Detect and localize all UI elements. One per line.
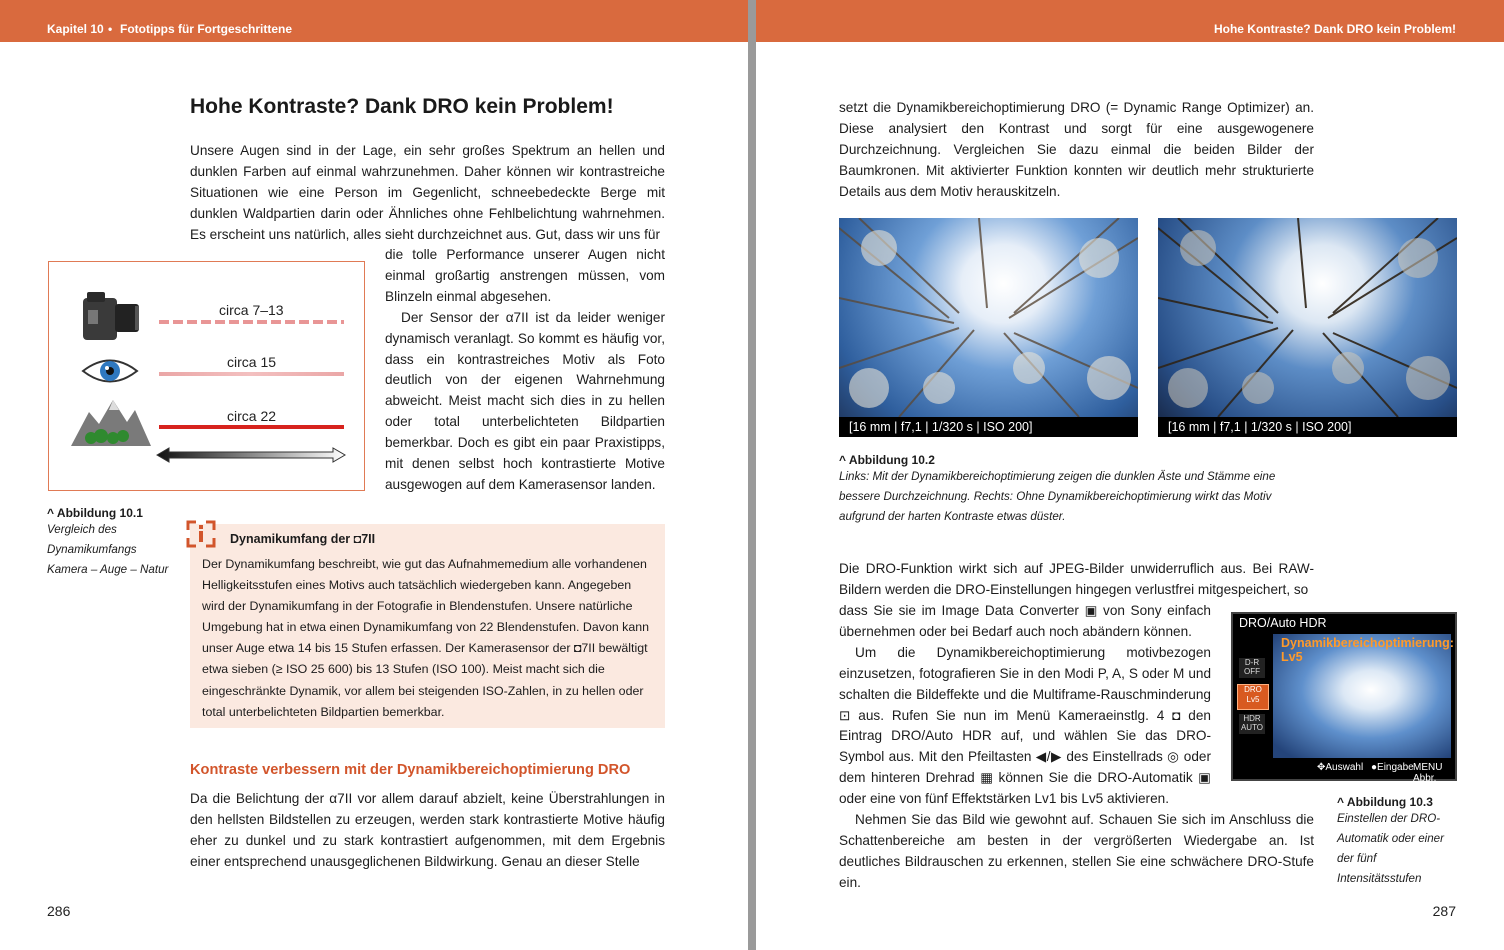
info-box	[190, 524, 665, 728]
tree-branches-graphic-2	[1158, 218, 1457, 417]
intro-text-cont: die tolle Performance unserer Augen nicht einmal großartig anstrengen müssen, vom Blinzeln einmal abgesehen.	[385, 247, 665, 304]
figure-10-3-caption	[1337, 795, 1455, 889]
right-header-bar	[756, 0, 1504, 42]
figure-10-3-title-text: Abbildung 10.3	[1346, 795, 1433, 809]
tree-branches-graphic	[839, 218, 1138, 417]
menu-footer-enter: ●Eingabe	[1371, 762, 1414, 773]
intro-paragraph	[190, 141, 665, 246]
chapter-label: Kapitel 10	[47, 22, 104, 36]
usage-paragraphs	[839, 601, 1211, 810]
check-paragraph	[839, 810, 1314, 894]
header-bullet: •	[108, 22, 113, 36]
dro-intro-text: Da die Belichtung der α7II vor allem darauf abzielt, keine Überstrahlungen in den hellsten Bildstellen zu erzeugen, werden stark kontrastierte Motive häufig eher zu dunkel und zu stark kontrastiert aufgenommen, mit dem Ergebnis einer entsprechend unausgeglichenen Bildwirkung. Genau an dieser Stelle	[190, 791, 665, 869]
figure-10-1-caption	[47, 506, 172, 580]
camera-range-line	[159, 320, 344, 324]
figure-10-2-title: ^ Abbildung 10.2	[839, 453, 935, 467]
chapter-title: Fototipps für Fortgeschrittene	[120, 22, 292, 36]
page-number-left: 286	[47, 903, 71, 919]
left-page	[0, 0, 748, 950]
sensor-paragraph: Der Sensor der α7II ist da leider weniger dynamisch veranlagt. So kommt es häufig vor, dass ein kontrastreiches Motiv als Foto deutlich von der eigenen Wahrnehmung abweicht. Meist macht sich dies in zu hellen oder total unterbelichteten Bildpartien bemerkbar. Doch es gibt ein paar Praxistipps, mit denen selbst hoch kontrastierte Motive ausgewogen auf dem Kamerasensor landen.	[385, 309, 665, 492]
figure-10-2-text: Links: Mit der Dynamikbereichoptimierung zeigen die dunklen Äste und Stämme eine bessere Durchzeichnung. Rechts: Ohne Dynamikbereichoptimierung wirkt das Motiv aufgrund der harten Kontraste etwas düster.	[839, 470, 1276, 523]
figure-10-1-title: ^ Abbildung 10.1	[47, 506, 143, 520]
menu-option-hdr-auto[interactable]: HDR AUTO	[1240, 714, 1264, 732]
gradient-arrow-icon	[155, 446, 347, 464]
page-title: Hohe Kontraste? Dank DRO kein Problem!	[190, 95, 614, 118]
info-box-title: Dynamikumfang der ◘7II	[230, 532, 376, 546]
eye-icon	[81, 354, 139, 388]
raw-text: Die DRO-Funktion wirkt sich auf JPEG-Bilder unwiderruflich aus. Bei RAW-Bildern werden die DRO-Einstellungen hingegen verlustfrei mitgespeichert, so	[839, 561, 1314, 597]
dro-description-paragraph	[839, 98, 1314, 203]
dynamic-range-diagram	[48, 261, 365, 491]
nature-range-line	[159, 425, 344, 429]
tree-photo-without-dro	[1158, 218, 1457, 437]
photo-right-exif: [16 mm | f7,1 | 1/320 s | ISO 200]	[1158, 417, 1457, 437]
info-icon	[186, 520, 216, 548]
section-subheading: Kontraste verbessern mit der Dynamikbereichoptimierung DRO	[190, 762, 631, 778]
figure-10-3-text: Einstellen der DRO-Automatik oder einer der fünf Intensitätsstufen	[1337, 812, 1444, 885]
info-box-text: Der Dynamikumfang beschreibt, wie gut das Aufnahmemedium alle vorhandenen Helligkeitsstufen eines Motivs auch tatsächlich wiedergeben kann. Angegeben wird der Dynamikumfang in der Fotografie in Blendenstufen. Unsere natürliche Umgebung hat in etwa einen Dynamikumfang von 22 Blendenstufen. Davon kann unser Auge etwa 14 bis 15 Stufen erfassen. Der Kamerasensor der ◘7II bewältigt etwa sieben (≥ ISO 25 600) bis 13 Stufen (ISO 100). Meist macht sich die eingeschränkte Dynamik, vor allem bei steigenden ISO-Zahlen, in zu hellen oder total unterbelichteten Bildpartien bemerkbar.	[202, 557, 650, 719]
menu-footer-cancel: MENU Abbr.	[1413, 762, 1443, 784]
left-header-bar	[0, 0, 748, 42]
dro-description-text: setzt die Dynamikbereichoptimierung DRO (= Dynamic Range Optimizer) an. Diese analysiert den Kontrast und sorgt für eine ausgewogenere Durchzeichnung. Vergleichen Sie dazu einmal die beiden Bilder der Baumkronen. Mit aktivierter Funktion konnten wir deutlich mehr strukturierte Details aus dem Motiv herauskitzeln.	[839, 100, 1314, 199]
camera-menu-title: DRO/Auto HDR	[1239, 616, 1327, 630]
photo-left-exif: [16 mm | f7,1 | 1/320 s | ISO 200]	[839, 417, 1138, 437]
dro-intro-paragraph	[190, 789, 665, 873]
raw-paragraph	[839, 559, 1314, 601]
usage-text: Um die Dynamikbereichoptimierung motivbezogen einzusetzen, fotografieren Sie in den Modi P, A, S oder M und schalten die Bildeffekte und die Multiframe-Rauschminderung ⊡ aus. Rufen Sie nun im Menü Kameraeinstlg. 4 ◘ den Eintrag DRO/Auto HDR auf, und wählen Sie das DRO-Symbol aus. Mit den Pfeiltasten ◀/▶ des Einstellrads ◎ oder dem hinteren Drehrad ▦ können Sie die DRO-Automatik ▣ oder eine von fünf Effektstärken Lv1 bis Lv5 aktivieren.	[839, 644, 1211, 807]
figure-10-1-text: Vergleich des Dynamikumfangs Kamera – Auge – Natur	[47, 523, 169, 576]
tree-photo-with-dro	[839, 218, 1138, 437]
intro-continued	[385, 245, 665, 496]
check-text: Nehmen Sie das Bild wie gewohnt auf. Schauen Sie sich im Anschluss die Schattenbereiche am besten in der vergrößerten Wiedergabe an. Ist deutliches Bildrauschen zu erkennen, stellen Sie eine schwächere DRO-Stufe ein.	[839, 812, 1314, 890]
camera-range-label: circa 7–13	[219, 302, 284, 318]
menu-option-dro-lv5[interactable]: DRO Lv5	[1237, 684, 1269, 710]
raw-text-cont: dass Sie sie im Image Data Converter ▣ von Sony einfach übernehmen oder bei Bedarf auch noch abändern können.	[839, 603, 1211, 639]
mountain-icon	[69, 398, 153, 448]
right-page	[756, 0, 1504, 950]
nature-range-label: circa 22	[227, 408, 277, 424]
figure-10-2-caption	[839, 453, 1309, 527]
eye-range-line	[159, 372, 344, 376]
menu-footer-select: ✥Auswahl	[1317, 762, 1364, 773]
figure-10-3-title: ^ Abbildung 10.3	[1337, 795, 1433, 809]
figure-10-1-title-text: Abbildung 10.1	[56, 506, 143, 520]
camera-overlay-text: Dynamikbereichoptimierung: Lv5	[1281, 636, 1454, 664]
figure-10-2-title-text: Abbildung 10.2	[848, 453, 935, 467]
camera-icon	[79, 288, 141, 344]
page-number-right: 287	[1432, 903, 1456, 919]
right-header-title: Hohe Kontraste? Dank DRO kein Problem!	[1213, 22, 1456, 36]
intro-text: Unsere Augen sind in der Lage, ein sehr großes Spektrum an hellen und dunklen Farben auf einmal wahrzunehmen. Daher können wir kontrastreiche Situationen wie eine Person im Gegenlicht, schneebedeckte Berge mit dunklen Waldpartien darin oder Ähnliches ohne Fehlbelichtung wahrnehmen. Es erscheint uns natürlich, alles sieht durchzeichnet aus. Gut, dass wir uns für	[190, 143, 665, 242]
camera-menu-screen	[1231, 612, 1457, 784]
menu-option-dro-off[interactable]: D-R OFF	[1239, 658, 1265, 678]
eye-range-label: circa 15	[227, 354, 277, 370]
